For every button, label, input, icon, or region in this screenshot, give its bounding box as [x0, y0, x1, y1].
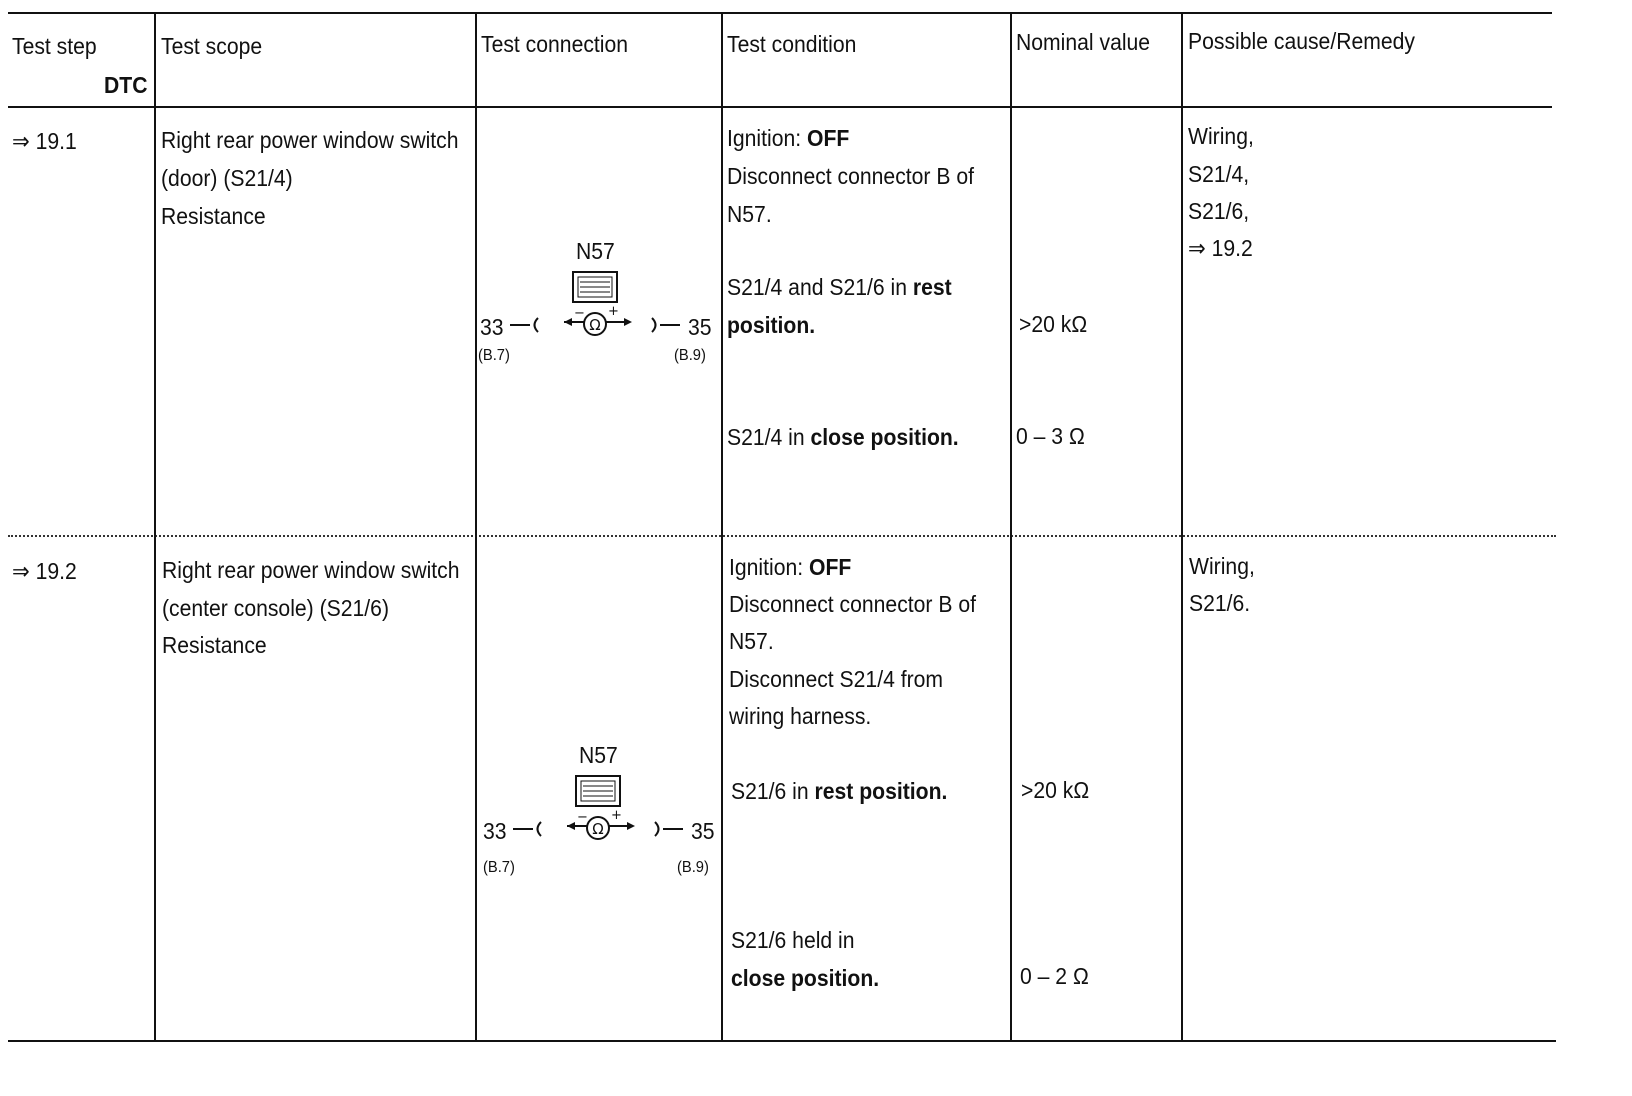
scope-line: Right rear power window switch [161, 127, 459, 153]
right-pin: 35 [688, 314, 712, 340]
module-label: N57 [579, 742, 618, 768]
ignition-value: OFF [806, 125, 850, 151]
svg-text:Ω: Ω [592, 820, 604, 838]
condition-text: S21/6 in [731, 778, 815, 804]
condition-rest [727, 268, 952, 307]
scope-line: (center console) (S21/6) [162, 595, 389, 621]
remedy-link[interactable]: ⇒ 19.2 [1188, 235, 1253, 261]
condition-close [727, 418, 959, 457]
condition-line: N57. [729, 628, 774, 654]
condition-bold: rest [912, 274, 952, 300]
remedy-line: Wiring, [1188, 123, 1254, 149]
condition-line: Disconnect S21/4 from [729, 666, 944, 692]
ignition-label: Ignition: [729, 554, 809, 580]
right-pin-ref: (B.9) [674, 347, 706, 364]
scope-line: Right rear power window switch [162, 557, 460, 583]
nominal-value-close: 0 – 3 Ω [1016, 423, 1085, 449]
right-pin: 35 [691, 818, 715, 844]
condition-close: S21/6 held in [731, 927, 855, 953]
column-rule-2 [475, 14, 477, 1042]
nominal-value-rest: >20 kΩ [1019, 311, 1088, 337]
condition-line: wiring harness. [729, 703, 872, 729]
left-pin: 33 [483, 818, 507, 844]
remedy-line: Wiring, [1189, 553, 1255, 579]
svg-text:−: − [574, 306, 585, 321]
test-step-19-1: ⇒ 19.1 [12, 128, 77, 154]
header-nominal-value: Nominal value [1016, 29, 1151, 55]
row-divider [8, 535, 1556, 537]
condition-line: Disconnect connector B of [727, 163, 975, 189]
header-remedy: Possible cause/Remedy [1188, 28, 1415, 54]
condition-rest-cont [727, 306, 815, 345]
test-connection-diagram-19-1 [478, 232, 726, 362]
remedy-line: S21/4, [1188, 161, 1250, 187]
header-test-step: Test step [12, 33, 97, 59]
test-connection-diagram-19-2 [481, 736, 729, 876]
ignition-label: Ignition: [727, 125, 807, 151]
left-pin: 33 [480, 314, 504, 340]
test-step-19-2: ⇒ 19.2 [12, 558, 77, 584]
nominal-value-close: 0 – 2 Ω [1020, 963, 1089, 989]
scope-line: (door) (S21/4) [161, 165, 293, 191]
condition-bold: close position. [731, 965, 880, 991]
header-test-scope: Test scope [161, 33, 263, 59]
ignition-line [727, 119, 849, 158]
nominal-value-rest: >20 kΩ [1021, 777, 1090, 803]
condition-text: S21/4 in [727, 424, 811, 450]
table-top-rule [8, 12, 1552, 14]
column-rule-1 [154, 14, 156, 1042]
remedy-line: S21/6. [1189, 590, 1251, 616]
right-pin-ref: (B.9) [677, 859, 709, 876]
left-pin-ref: (B.7) [478, 347, 510, 364]
module-label: N57 [576, 238, 615, 264]
scope-line: Resistance [161, 203, 266, 229]
condition-rest [731, 772, 947, 811]
condition-close-bold [731, 959, 879, 998]
remedy-line: S21/6, [1188, 198, 1250, 224]
svg-text:Ω: Ω [589, 316, 601, 334]
condition-bold: close position. [810, 424, 959, 450]
svg-text:+: + [608, 304, 619, 319]
svg-text:+: + [611, 808, 622, 823]
column-rule-4 [1010, 14, 1012, 1042]
condition-line: N57. [727, 201, 772, 227]
column-rule-5 [1181, 14, 1183, 1042]
table-bottom-rule [8, 1040, 1556, 1042]
header-test-condition: Test condition [727, 31, 857, 57]
column-rule-3 [721, 14, 723, 1042]
ignition-line [729, 548, 851, 587]
left-pin-ref: (B.7) [483, 859, 515, 876]
header-dtc: DTC [104, 72, 148, 98]
header-test-connection: Test connection [481, 31, 629, 57]
condition-text: S21/4 and S21/6 in [727, 274, 913, 300]
condition-line: Disconnect connector B of [729, 591, 977, 617]
condition-bold: position. [727, 312, 816, 338]
scope-line: Resistance [162, 632, 267, 658]
condition-bold: rest position. [814, 778, 948, 804]
header-bottom-rule [8, 106, 1552, 108]
svg-text:−: − [577, 810, 588, 825]
ignition-value: OFF [808, 554, 852, 580]
